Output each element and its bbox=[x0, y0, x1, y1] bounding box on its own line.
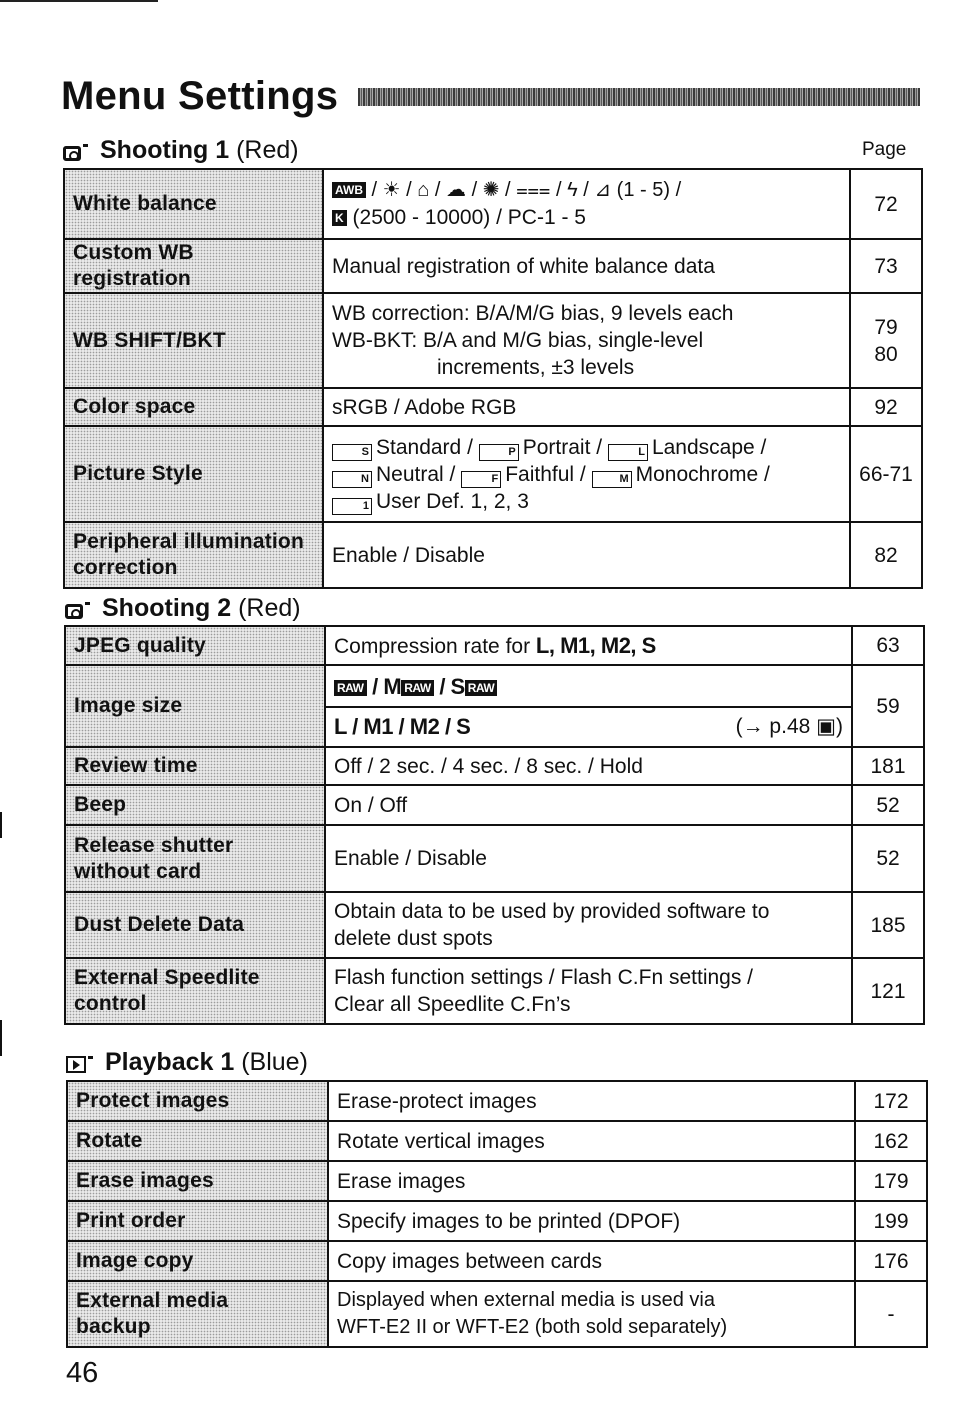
style-userdef-icon: 1 bbox=[332, 498, 372, 515]
custom-wb-icon: ⊿ bbox=[594, 179, 612, 201]
raw-icon: RAW bbox=[401, 680, 434, 696]
row-label: Rotate bbox=[67, 1121, 328, 1161]
row-description: Erase images bbox=[328, 1161, 855, 1201]
table-row bbox=[65, 892, 924, 958]
row-description: Off / 2 sec. / 4 sec. / 8 sec. / Hold bbox=[325, 747, 852, 785]
fluorescent-icon: ⩶ bbox=[516, 179, 551, 201]
row-description bbox=[323, 169, 850, 239]
cloudy-icon: ☁ bbox=[446, 179, 467, 201]
page-column-header: Page bbox=[862, 139, 907, 160]
shooting2-table bbox=[64, 625, 925, 1025]
section-name: Shooting 1 bbox=[100, 136, 230, 164]
table-row bbox=[65, 747, 924, 785]
row-description bbox=[323, 426, 850, 522]
page-ref: 185 bbox=[852, 892, 924, 958]
desc-line: Flash function settings / Flash C.Fn settings / bbox=[334, 966, 754, 989]
row-label: Dust Delete Data bbox=[65, 892, 325, 958]
awb-icon: AWB bbox=[332, 182, 366, 198]
ref-text: (→ p.48 bbox=[735, 714, 811, 738]
table-row bbox=[67, 1241, 927, 1281]
shade-icon: ⌂ bbox=[417, 179, 430, 201]
margin-mark bbox=[0, 1020, 2, 1056]
row-description: sRGB / Adobe RGB bbox=[323, 388, 850, 426]
row-label: Protect images bbox=[67, 1081, 328, 1121]
style-label: Monochrome / bbox=[635, 462, 770, 486]
m-prefix: / M bbox=[372, 673, 402, 699]
raw-icon: RAW bbox=[465, 680, 498, 696]
table-row bbox=[64, 522, 922, 588]
table-row bbox=[67, 1121, 927, 1161]
desc-line: increments, ±3 levels bbox=[437, 356, 635, 379]
page-ref: 162 bbox=[855, 1121, 927, 1161]
row-label bbox=[65, 958, 325, 1024]
page-ref: 92 bbox=[850, 388, 922, 426]
section-shooting1-heading bbox=[63, 136, 299, 168]
style-label: Standard / bbox=[376, 435, 473, 459]
row-description bbox=[323, 293, 850, 388]
table-row bbox=[67, 1201, 927, 1241]
desc-line: Displayed when external media is used via bbox=[337, 1289, 715, 1311]
page-ref: 82 bbox=[850, 522, 922, 588]
style-line bbox=[332, 434, 841, 461]
row-description bbox=[325, 892, 852, 958]
label-line: without card bbox=[74, 859, 202, 883]
table-row bbox=[64, 239, 922, 293]
style-line bbox=[332, 488, 841, 515]
style-label: Faithful / bbox=[505, 462, 586, 486]
table-row bbox=[64, 293, 922, 388]
label-line: backup bbox=[76, 1315, 151, 1338]
row-label bbox=[64, 522, 323, 588]
row-label: Picture Style bbox=[64, 426, 323, 522]
page-ref: - bbox=[855, 1281, 927, 1347]
section-playback1-heading bbox=[66, 1048, 308, 1080]
table-row bbox=[65, 958, 924, 1024]
camera-icon bbox=[63, 139, 88, 168]
page-ref: 66-71 bbox=[850, 426, 922, 522]
row-label: WB SHIFT/BKT bbox=[64, 293, 323, 388]
table-row bbox=[64, 388, 922, 426]
title-pattern-bar bbox=[358, 88, 920, 106]
style-line bbox=[332, 461, 841, 488]
style-label: Neutral / bbox=[376, 462, 456, 486]
row-description: Rotate vertical images bbox=[328, 1121, 855, 1161]
style-neutral-icon: N bbox=[332, 471, 372, 488]
page-ref: 73 bbox=[850, 239, 922, 293]
style-faithful-icon: F bbox=[461, 471, 501, 488]
row-label: Image size bbox=[65, 665, 325, 747]
page-ref: 59 bbox=[852, 665, 924, 747]
label-line: External media bbox=[76, 1289, 229, 1312]
kelvin-icon: K bbox=[332, 210, 347, 226]
label-line: Release shutter bbox=[74, 833, 234, 857]
desc-text: Compression rate for bbox=[334, 634, 531, 658]
table-row bbox=[65, 626, 924, 665]
label-line: Peripheral illumination bbox=[73, 530, 304, 553]
jpeg-size-codes: L / M1 / M2 / S bbox=[334, 713, 471, 739]
row-label bbox=[67, 1281, 328, 1347]
camera-icon bbox=[65, 597, 90, 626]
label-line: correction bbox=[73, 556, 178, 579]
page-ref: 63 bbox=[852, 626, 924, 665]
table-row bbox=[67, 1161, 927, 1201]
desc-line: WB correction: B/A/M/G bias, 9 levels each bbox=[332, 302, 734, 325]
row-label: Image copy bbox=[67, 1241, 328, 1281]
row-description: On / Off bbox=[325, 785, 852, 825]
row-description: Enable / Disable bbox=[325, 825, 852, 892]
style-label: User Def. 1, 2, 3 bbox=[376, 489, 529, 513]
kelvin-text: (2500 - 10000) / PC-1 - 5 bbox=[352, 206, 586, 229]
ref-end: ) bbox=[836, 714, 843, 738]
page-ref: 121 bbox=[852, 958, 924, 1024]
table-row bbox=[65, 665, 924, 747]
desc-line: WFT-E2 II or WFT-E2 (both sold separately) bbox=[337, 1316, 728, 1338]
page-ref: 72 bbox=[850, 169, 922, 239]
tungsten-icon: ✺ bbox=[482, 179, 500, 201]
style-landscape-icon: L bbox=[608, 444, 648, 461]
card-icon: ▣ bbox=[816, 714, 836, 738]
table-row bbox=[64, 426, 922, 522]
raw-size-line bbox=[334, 673, 843, 700]
desc-line: Clear all Speedlite C.Fn’s bbox=[334, 993, 571, 1016]
page-ref bbox=[850, 293, 922, 388]
style-label: Portrait / bbox=[522, 435, 603, 459]
row-label: White balance bbox=[64, 169, 323, 239]
style-monochrome-icon: M bbox=[592, 471, 632, 488]
desc-line: WB-BKT: B/A and M/G bias, single-level bbox=[332, 329, 704, 352]
section-name: Shooting 2 bbox=[102, 594, 232, 622]
table-row bbox=[65, 785, 924, 825]
style-portrait-icon: P bbox=[479, 444, 519, 461]
table-row bbox=[67, 1281, 927, 1347]
row-description: Specify images to be printed (DPOF) bbox=[328, 1201, 855, 1241]
table-row bbox=[65, 825, 924, 892]
raw-icon: RAW bbox=[334, 680, 367, 696]
page-cross-ref bbox=[736, 713, 843, 740]
jpeg-size-line bbox=[326, 706, 851, 740]
page-ref: 199 bbox=[855, 1201, 927, 1241]
table-row bbox=[64, 169, 922, 239]
row-description bbox=[325, 665, 852, 747]
margin-mark bbox=[0, 812, 2, 838]
shooting1-table bbox=[63, 168, 923, 589]
row-description: Manual registration of white balance data bbox=[323, 239, 850, 293]
row-description: Copy images between cards bbox=[328, 1241, 855, 1281]
section-color: (Red) bbox=[238, 594, 301, 622]
style-standard-icon: S bbox=[332, 444, 372, 461]
row-description bbox=[325, 958, 852, 1024]
page-title: Menu Settings bbox=[61, 74, 339, 118]
wb-icons-line: AWB / ☀ / ⌂ / ☁ / ✺ / ⩶ / ϟ / ⊿ (1 - 5) / bbox=[332, 177, 841, 204]
desc-line: Obtain data to be used by provided software to bbox=[334, 900, 770, 923]
table-row bbox=[67, 1081, 927, 1121]
size-codes: L, M1, M2, S bbox=[535, 632, 656, 658]
row-label: Review time bbox=[65, 747, 325, 785]
page-ref: 52 bbox=[852, 785, 924, 825]
sun-icon: ☀ bbox=[382, 179, 401, 201]
playback-icon bbox=[66, 1051, 93, 1080]
top-rule bbox=[0, 0, 158, 2]
page-ref: 179 bbox=[855, 1161, 927, 1201]
page-number: 46 bbox=[66, 1357, 99, 1389]
row-label: Custom WB registration bbox=[64, 239, 323, 293]
flash-icon: ϟ bbox=[567, 179, 578, 201]
row-label: Color space bbox=[64, 388, 323, 426]
s-prefix: / S bbox=[439, 673, 465, 699]
page-ref: 52 bbox=[852, 825, 924, 892]
section-color: (Blue) bbox=[241, 1048, 308, 1076]
desc-line: delete dust spots bbox=[334, 927, 493, 950]
wb-kelvin-line bbox=[332, 204, 841, 231]
section-shooting2-heading bbox=[65, 594, 301, 626]
label-line: control bbox=[74, 992, 147, 1015]
section-color: (Red) bbox=[236, 136, 299, 164]
row-label: Print order bbox=[67, 1201, 328, 1241]
row-label: Erase images bbox=[67, 1161, 328, 1201]
page-ref: 181 bbox=[852, 747, 924, 785]
page-ref: 176 bbox=[855, 1241, 927, 1281]
page-ref: 172 bbox=[855, 1081, 927, 1121]
label-line: External Speedlite bbox=[74, 966, 260, 989]
row-description: Enable / Disable bbox=[323, 522, 850, 588]
wb-range: (1 - 5) / bbox=[616, 179, 682, 201]
page-ref-2: 80 bbox=[874, 342, 898, 366]
page-ref-1: 79 bbox=[874, 315, 898, 339]
row-label: Beep bbox=[65, 785, 325, 825]
row-label: JPEG quality bbox=[65, 626, 325, 665]
row-label bbox=[65, 825, 325, 892]
style-label: Landscape / bbox=[651, 435, 767, 459]
playback1-table bbox=[66, 1080, 928, 1348]
section-name: Playback 1 bbox=[105, 1048, 235, 1076]
row-description bbox=[328, 1281, 855, 1347]
row-description bbox=[325, 626, 852, 665]
row-description: Erase-protect images bbox=[328, 1081, 855, 1121]
